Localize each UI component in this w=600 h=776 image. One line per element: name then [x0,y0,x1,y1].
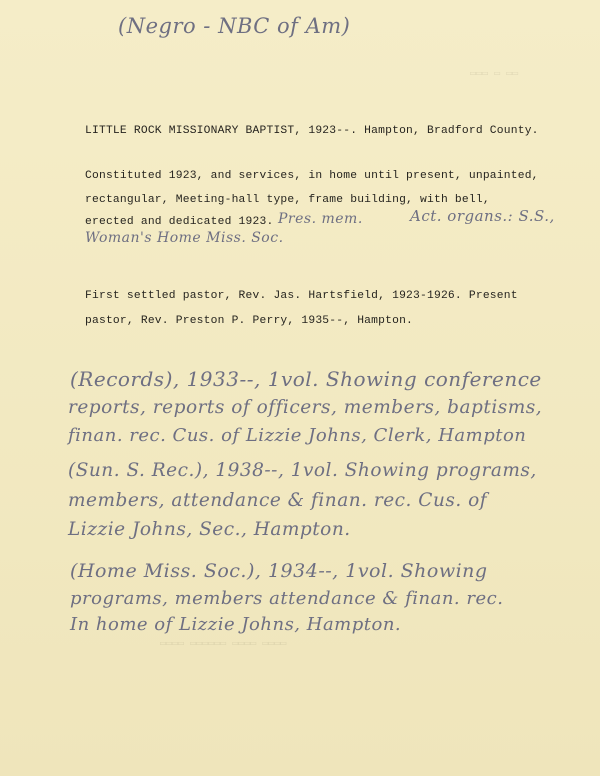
handwritten-pres-mem: Pres. mem. [278,211,363,227]
description-line-1: Constituted 1923, and services, in home until present, unpainted, [85,170,539,182]
record-2-line-3: Lizzie Johns, Sec., Hampton. [68,519,351,540]
description-line-3: erected and dedicated 1923. [85,216,274,228]
record-1-line-2: reports, reports of officers, members, baptisms, [68,397,543,418]
record-2-line-2: members, attendance & finan. rec. Cus. of [68,490,488,511]
pastor-line-1: First settled pastor, Rev. Jas. Hartsfield, 1923-1926. Present [85,290,518,302]
pastor-line-2: pastor, Rev. Preston P. Perry, 1935--, Hampton. [85,315,414,327]
handwritten-womans-home-miss-soc: Woman's Home Miss. Soc. [85,230,284,246]
handwritten-act-organs: Act. organs.: S.S., [410,207,555,225]
record-3-line-1: (Home Miss. Soc.), 1934--, 1vol. Showing [70,560,488,582]
bleed-through-mark: ▭▭▭ ▭ ▭▭ [470,69,519,80]
record-2-line-1: (Sun. S. Rec.), 1938--, 1vol. Showing programs, [68,460,537,481]
header-note: (Negro - NBC of Am) [118,14,351,38]
record-1-line-3: finan. rec. Cus. of Lizzie Johns, Clerk, Hampton [68,425,527,446]
record-1-line-1: (Records), 1933--, 1vol. Showing conference [70,367,542,391]
description-line-2: rectangular, Meeting-hall type, frame building, with bell, [85,194,490,206]
bleed-through-mark: ▭▭▭▭ ▭▭▭▭▭▭ ▭▭▭▭ ▭▭▭▭ [160,639,287,650]
church-title: LITTLE ROCK MISSIONARY BAPTIST, 1923--. Hampton, Bradford County. [85,125,539,137]
record-3-line-2: programs, members attendance & finan. rec. [70,588,504,609]
record-3-line-3: In home of Lizzie Johns, Hampton. [70,614,402,635]
